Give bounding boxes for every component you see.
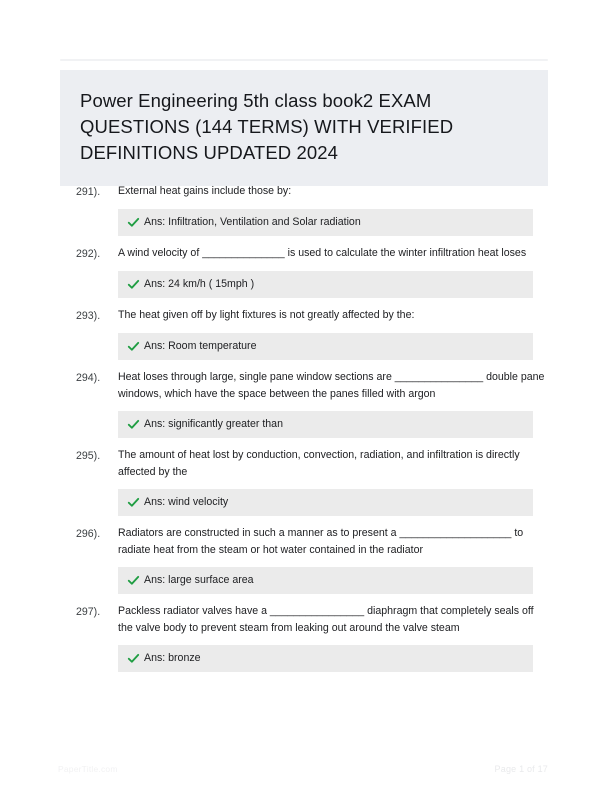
answer-box bbox=[118, 209, 533, 236]
question-answer-list bbox=[0, 183, 606, 681]
top-divider bbox=[60, 59, 548, 61]
question-item bbox=[0, 525, 606, 603]
question-row bbox=[0, 369, 606, 402]
check-icon bbox=[127, 278, 140, 291]
answer-box bbox=[118, 567, 533, 594]
question-text: Packless radiator valves have a ________________ diaphragm that completely seals off the valve body to prevent steam from leaking out around the valve steam bbox=[118, 605, 534, 634]
document-title-block bbox=[60, 70, 548, 186]
answer-box bbox=[118, 489, 533, 516]
answer-text: Ans: bronze bbox=[144, 652, 201, 664]
answer-wrapper bbox=[0, 209, 606, 236]
answer-wrapper bbox=[0, 411, 606, 438]
answer-text: Ans: wind velocity bbox=[144, 496, 229, 508]
answer-box bbox=[118, 271, 533, 298]
answer-box bbox=[118, 333, 533, 360]
answer-box bbox=[118, 411, 533, 438]
question-text: The heat given off by light fixtures is not greatly affected by the: bbox=[118, 309, 415, 321]
question-item bbox=[0, 603, 606, 681]
page-footer bbox=[0, 762, 606, 782]
question-text: A wind velocity of ______________ is used to calculate the winter infiltration heat loses bbox=[118, 247, 527, 259]
question-item bbox=[0, 183, 606, 245]
question-text: External heat gains include those by: bbox=[118, 185, 292, 197]
footer-brand-watermark: PaperTitle.com bbox=[58, 764, 118, 774]
answer-wrapper bbox=[0, 567, 606, 594]
answer-wrapper bbox=[0, 489, 606, 516]
answer-text: Ans: Room temperature bbox=[144, 340, 257, 352]
answer-wrapper bbox=[0, 271, 606, 298]
answer-text: Ans: Infiltration, Ventilation and Solar radiation bbox=[144, 216, 361, 228]
question-row bbox=[0, 307, 606, 324]
question-text: Heat loses through large, single pane window sections are _______________ double pane windows, which have the space between the panes filled with argon bbox=[118, 371, 545, 400]
question-row bbox=[0, 183, 606, 200]
check-icon bbox=[127, 652, 140, 665]
question-number: 296). bbox=[76, 528, 101, 540]
footer-page-indicator: Page 1 of 17 bbox=[494, 764, 548, 774]
question-number: 291). bbox=[76, 186, 101, 198]
question-item bbox=[0, 447, 606, 525]
question-row bbox=[0, 603, 606, 636]
answer-wrapper bbox=[0, 333, 606, 360]
question-row bbox=[0, 245, 606, 262]
question-number: 297). bbox=[76, 606, 101, 618]
check-icon bbox=[127, 340, 140, 353]
question-item bbox=[0, 245, 606, 307]
check-icon bbox=[127, 496, 140, 509]
question-number: 292). bbox=[76, 248, 101, 260]
check-icon bbox=[127, 216, 140, 229]
question-number: 294). bbox=[76, 372, 101, 384]
question-row bbox=[0, 447, 606, 480]
question-number: 295). bbox=[76, 450, 101, 462]
answer-text: Ans: large surface area bbox=[144, 574, 254, 586]
page-title: Power Engineering 5th class book2 EXAM QUESTIONS (144 TERMS) WITH VERIFIED DEFINITIONS UPDATED 2024 bbox=[80, 90, 454, 163]
question-row bbox=[0, 525, 606, 558]
question-text: The amount of heat lost by conduction, convection, radiation, and infiltration is directly affected by the bbox=[118, 449, 520, 478]
answer-text: Ans: 24 km/h ( 15mph ) bbox=[144, 278, 255, 290]
check-icon bbox=[127, 418, 140, 431]
answer-wrapper bbox=[0, 645, 606, 672]
question-item bbox=[0, 307, 606, 369]
question-item bbox=[0, 369, 606, 447]
question-text: Radiators are constructed in such a manner as to present a ___________________ to radiate heat from the steam or hot water contained in the radiator bbox=[118, 527, 524, 556]
question-number: 293). bbox=[76, 310, 101, 322]
check-icon bbox=[127, 574, 140, 587]
answer-box bbox=[118, 645, 533, 672]
answer-text: Ans: significantly greater than bbox=[144, 418, 283, 430]
